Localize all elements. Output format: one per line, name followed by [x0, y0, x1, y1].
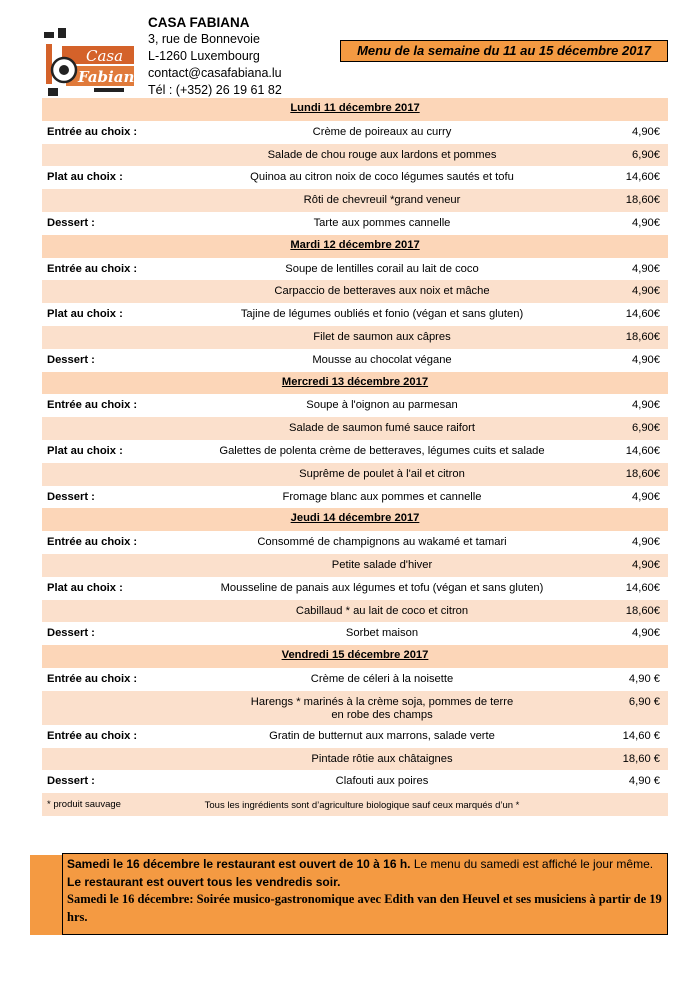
- restaurant-name: CASA FABIANA: [148, 15, 250, 30]
- menu-item-row: [42, 349, 668, 372]
- menu-price: 4,90€: [632, 558, 660, 571]
- menu-item-row: [42, 394, 668, 417]
- menu-category: Plat au choix :: [47, 581, 123, 594]
- menu-price: 18,60€: [625, 467, 660, 480]
- menu-price: 14,60€: [625, 171, 660, 184]
- notice-line-3: Samedi le 16 décembre: Soirée musico-gastronomique avec Edith van den Heuvel et ses musiciens à partir de 19 hrs.: [67, 892, 662, 924]
- menu-item-row: [42, 417, 668, 440]
- menu-dish-name: Cabillaud * au lait de coco et citron: [295, 604, 469, 617]
- menu-dish-name: Mousse au chocolat végane: [312, 353, 452, 366]
- menu-item-row: [42, 554, 668, 577]
- menu-dish: [172, 194, 592, 208]
- menu-price: 18,60€: [625, 194, 660, 207]
- menu-price: 14,60€: [625, 581, 660, 594]
- menu-price: 4,90€: [632, 536, 660, 549]
- menu-item-row: [42, 166, 668, 189]
- menu-dish-name: Soupe à l'oignon au parmesan: [306, 399, 458, 412]
- menu-price: 6,90€: [632, 422, 660, 435]
- menu-item-row: [42, 440, 668, 463]
- weekly-menu-table: [42, 98, 668, 816]
- menu-dish-name: Gratin de butternut aux marrons, salade verte: [269, 729, 495, 742]
- menu-price: 4,90€: [632, 216, 660, 229]
- menu-price: 14,60€: [625, 444, 660, 457]
- menu-category: Dessert :: [47, 490, 95, 503]
- menu-dish: [172, 491, 592, 505]
- menu-dish-name: Tarte aux pommes cannelle: [313, 216, 451, 229]
- menu-category: Plat au choix :: [47, 171, 123, 184]
- menu-price: 6,90 €: [628, 695, 660, 708]
- menu-item-row: [42, 770, 668, 793]
- menu-dish: [172, 263, 592, 277]
- menu-item-row: [42, 691, 668, 725]
- menu-item-row: [42, 486, 668, 509]
- menu-item-row: [42, 303, 668, 326]
- menu-dish: [172, 582, 592, 596]
- menu-dish: [172, 627, 592, 641]
- menu-dish-name: Salade de chou rouge aux lardons et pommes: [267, 148, 497, 161]
- day-title: Mardi 12 décembre 2017: [290, 238, 420, 251]
- menu-price: 4,90€: [632, 262, 660, 275]
- menu-title: Menu de la semaine du 11 au 15 décembre 2017: [340, 40, 668, 62]
- notice-line-1-rest: Le menu du samedi est affiché le jour même.: [410, 857, 654, 871]
- menu-dish: [172, 422, 592, 436]
- day-title: Mercredi 13 décembre 2017: [281, 375, 429, 388]
- notice-line-1: [67, 856, 663, 874]
- menu-price: 18,60 €: [622, 752, 660, 765]
- notice-line-2-text: Le restaurant est ouvert tous les vendredis soir.: [67, 874, 341, 889]
- menu-dish-name: Fromage blanc aux pommes et cannelle: [282, 490, 482, 503]
- menu-price: 18,60€: [625, 330, 660, 343]
- menu-category: Entrée au choix :: [47, 536, 138, 549]
- menu-category: Dessert :: [47, 627, 95, 640]
- menu-price: 4,90€: [632, 125, 660, 138]
- menu-dish: [172, 217, 592, 231]
- day-header-row: [42, 235, 668, 258]
- menu-dish-name: Tajine de légumes oubliés et fonio (végan et sans gluten): [240, 308, 524, 321]
- day-title: Jeudi 14 décembre 2017: [290, 512, 420, 525]
- menu-category: Entrée au choix :: [47, 262, 138, 275]
- address-block: [148, 14, 282, 99]
- menu-price: 4,90€: [632, 285, 660, 298]
- menu-dish-name: Salade de saumon fumé sauce raifort: [289, 422, 475, 435]
- menu-dish: [172, 171, 592, 185]
- menu-price: 18,60€: [625, 604, 660, 617]
- menu-dish: [172, 536, 592, 550]
- menu-dish-name: Filet de saumon aux câpres: [313, 330, 451, 343]
- menu-dish-name: Petite salade d'hiver: [331, 558, 433, 571]
- menu-item-row: [42, 326, 668, 349]
- menu-dish: [172, 605, 592, 619]
- menu-item-row: [42, 463, 668, 486]
- menu-dish: [172, 308, 592, 322]
- menu-dish: [172, 354, 592, 368]
- menu-dish-name: Crème de céleri à la noisette: [310, 672, 454, 685]
- menu-dish: [172, 753, 592, 767]
- menu-dish-name: Consommé de champignons au wakamé et tamari: [257, 536, 507, 549]
- menu-price: 4,90€: [632, 399, 660, 412]
- menu-item-row: [42, 144, 668, 167]
- menu-item-row: [42, 189, 668, 212]
- phone-number: Tél : (+352) 26 19 61 82: [148, 83, 282, 97]
- menu-dish: [172, 331, 592, 345]
- menu-dish-name: Mousseline de panais aux légumes et tofu (végan et sans gluten): [220, 581, 544, 594]
- menu-dish: [172, 696, 592, 723]
- menu-price: 6,90€: [632, 148, 660, 161]
- menu-category: Dessert :: [47, 353, 95, 366]
- menu-dish: [172, 673, 592, 687]
- menu-dish: [172, 285, 592, 299]
- menu-category: Entrée au choix :: [47, 399, 138, 412]
- day-title: Lundi 11 décembre 2017: [290, 102, 420, 114]
- notice-box: [62, 853, 668, 935]
- menu-item-row: [42, 600, 668, 623]
- menu-price: 14,60€: [625, 308, 660, 321]
- casa-fabiana-logo: [44, 24, 145, 98]
- menu-item-row: [42, 725, 668, 748]
- menu-item-row: [42, 121, 668, 144]
- menu-item-row: [42, 668, 668, 691]
- menu-price: 14,60 €: [622, 729, 660, 742]
- menu-price: 4,90€: [632, 627, 660, 640]
- menu-dish: [172, 149, 592, 163]
- menu-category: Entrée au choix :: [47, 125, 138, 138]
- day-header-row: [42, 645, 668, 668]
- menu-dish-name: Carpaccio de betteraves aux noix et mâche: [274, 285, 490, 298]
- day-header-row: [42, 98, 668, 121]
- menu-dish: [172, 445, 592, 459]
- day-header-row: [42, 372, 668, 395]
- email-address[interactable]: contact@casafabiana.lu: [148, 66, 282, 80]
- menu-dish-name: Quinoa au citron noix de coco légumes sautés et tofu: [250, 171, 514, 184]
- menu-price: 4,90 €: [628, 672, 660, 685]
- menu-dish: [172, 126, 592, 140]
- street-address: 3, rue de Bonnevoie: [148, 32, 260, 46]
- menu-category: Dessert :: [47, 775, 95, 788]
- menu-item-row: [42, 577, 668, 600]
- footnote-wild-product: * produit sauvage: [47, 799, 121, 811]
- menu-dish-name: Galettes de polenta crème de betteraves, légumes cuits et salade: [219, 444, 545, 457]
- menu-item-row: [42, 622, 668, 645]
- city-address: L-1260 Luxembourg: [148, 49, 260, 63]
- menu-item-row: [42, 280, 668, 303]
- menu-item-row: [42, 258, 668, 281]
- menu-dish-name: Suprême de poulet à l'ail et citron: [299, 467, 465, 480]
- menu-item-row: [42, 212, 668, 235]
- menu-dish: [172, 399, 592, 413]
- menu-dish: [172, 559, 592, 573]
- day-header-row: [42, 508, 668, 531]
- menu-category: Entrée au choix :: [47, 672, 138, 685]
- menu-dish-name: Crème de poireaux au curry: [312, 125, 452, 138]
- menu-price: 4,90€: [632, 353, 660, 366]
- menu-category: Plat au choix :: [47, 444, 123, 457]
- day-title: Vendredi 15 décembre 2017: [281, 649, 429, 662]
- menu-dish-name: Sorbet maison: [345, 627, 419, 640]
- menu-price: 4,90 €: [628, 775, 660, 788]
- menu-item-row: [42, 531, 668, 554]
- menu-category: Dessert :: [47, 216, 95, 229]
- menu-dish-name-line-2: en robe des champs: [331, 709, 433, 722]
- logo-text-casa: Casa: [86, 47, 124, 65]
- menu-dish-name: Rôti de chevreuil *grand veneur: [303, 194, 461, 207]
- menu-price: 4,90€: [632, 490, 660, 503]
- footnote-organic: Tous les ingrédients sont d’agriculture biologique sauf ceux marqués d’un *: [204, 800, 520, 812]
- menu-dish: [172, 730, 592, 744]
- menu-category: Plat au choix :: [47, 308, 123, 321]
- menu-dish-name: Soupe de lentilles corail au lait de coco: [285, 262, 479, 275]
- menu-dish-name: Harengs * marinés à la crème soja, pommes de terre: [250, 695, 514, 708]
- footnote-row: [42, 793, 668, 816]
- menu-item-row: [42, 748, 668, 771]
- menu-dish-name: Clafouti aux poires: [335, 775, 429, 788]
- menu-dish: [172, 775, 592, 789]
- notice-line-2: [67, 874, 663, 892]
- logo-text-fabiana: Fabiana: [78, 68, 145, 86]
- menu-dish: [172, 468, 592, 482]
- notice-line-1-bold: Samedi le 16 décembre le restaurant est ouvert de 10 à 16 h.: [67, 857, 411, 871]
- menu-dish-name: Pintade rôtie aux châtaignes: [311, 752, 453, 765]
- menu-category: Entrée au choix :: [47, 729, 138, 742]
